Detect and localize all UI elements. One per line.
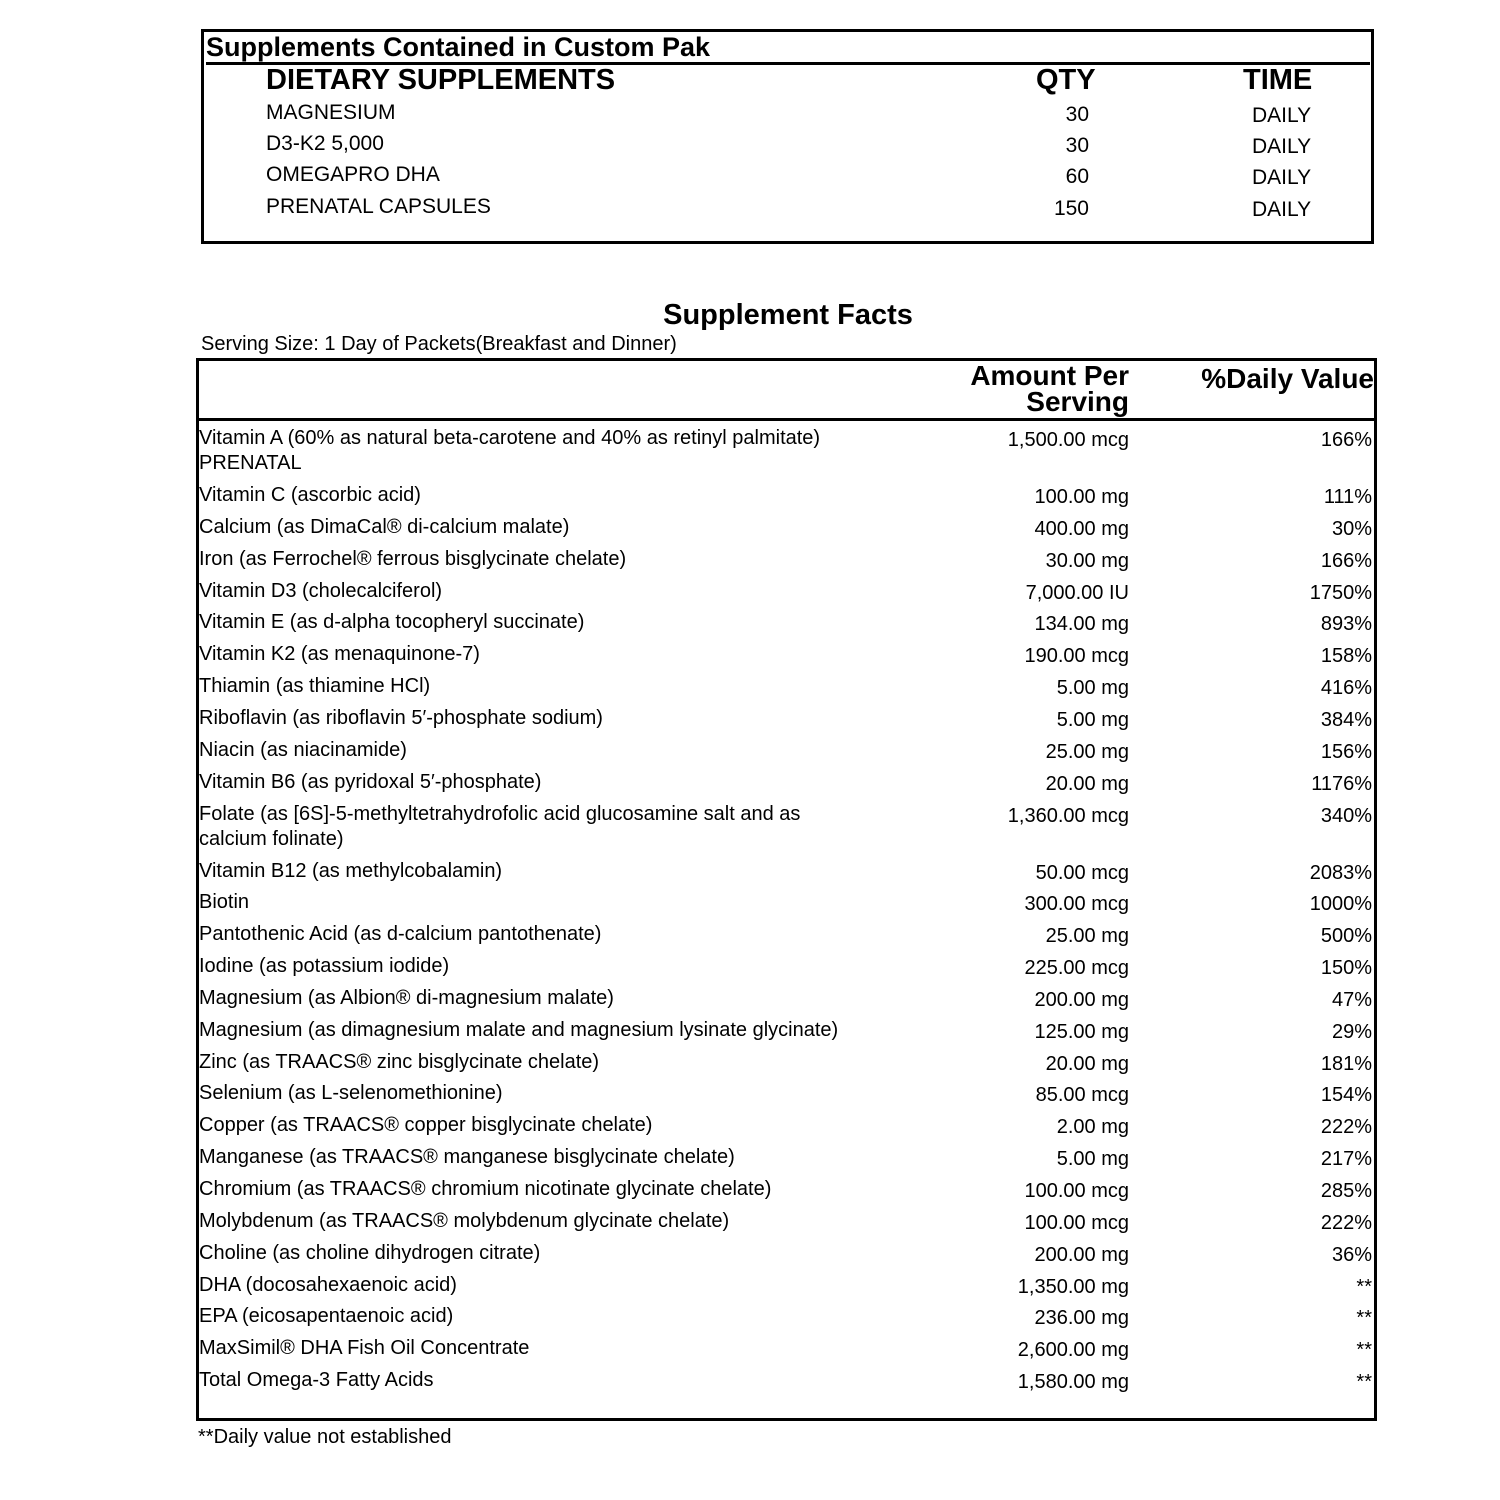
nutrient-amount: 7,000.00 IU — [1025, 581, 1129, 604]
nutrient-amount: 1,500.00 mcg — [1007, 429, 1129, 451]
nutrient-name: Selenium (as L-selenomethionine) — [199, 1082, 503, 1105]
pak-row — [204, 163, 1371, 193]
nutrient-amount: 2.00 mg — [1056, 1116, 1129, 1139]
nutrient-amount: 100.00 mcg — [1024, 1180, 1129, 1202]
nutrient-daily-value: 29% — [1331, 1020, 1372, 1043]
header-amount-per-serving — [970, 360, 1129, 417]
nutrient-name: Vitamin K2 (as menaquinone-7) — [199, 643, 480, 666]
pak-item-name: MAGNESIUM — [266, 101, 396, 124]
nutrient-daily-value: 166% — [1320, 429, 1372, 451]
nutrient-daily-value: 156% — [1320, 740, 1372, 763]
nutrient-amount: 5.00 mg — [1056, 708, 1129, 731]
nutrient-daily-value: 285% — [1320, 1180, 1372, 1202]
nutrient-daily-value: 166% — [1320, 549, 1372, 572]
nutrient-daily-value: 222% — [1320, 1211, 1372, 1234]
nutrient-amount: 236.00 mg — [1034, 1307, 1129, 1330]
nutrient-amount: 25.00 mg — [1045, 740, 1129, 763]
nutrient-name: Chromium (as TRAACS® chromium nicotinate glycinate chelate) — [199, 1178, 772, 1200]
pak-row — [204, 195, 1371, 225]
nutrient-daily-value: 217% — [1320, 1148, 1372, 1171]
nutrient-name: Choline (as choline dihydrogen citrate) — [199, 1241, 541, 1264]
nutrient-daily-value: 416% — [1320, 677, 1372, 700]
serving-size: Serving Size: 1 Day of Packets(Breakfast and Dinner) — [201, 333, 677, 355]
nutrient-daily-value: 1000% — [1309, 893, 1372, 916]
nutrient-amount: 1,580.00 mg — [1017, 1371, 1129, 1394]
facts-table-header — [199, 361, 1374, 421]
supplement-facts-title: Supplement Facts — [663, 299, 913, 331]
nutrient-name: Calcium (as DimaCal® di-calcium malate) — [199, 515, 570, 538]
nutrient-name: Iron (as Ferrochel® ferrous bisglycinate chelate) — [199, 547, 627, 570]
nutrient-amount: 190.00 mcg — [1024, 645, 1129, 668]
pak-row — [204, 132, 1371, 162]
nutrient-amount: 2,600.00 mg — [1017, 1339, 1129, 1362]
pak-item-qty: 30 — [1065, 103, 1089, 126]
nutrient-daily-value: 893% — [1320, 613, 1372, 636]
nutrient-amount: 20.00 mg — [1045, 1052, 1129, 1075]
pak-item-qty: 60 — [1065, 165, 1089, 188]
nutrient-daily-value: 111% — [1323, 486, 1372, 508]
nutrient-daily-value: 340% — [1320, 804, 1372, 827]
nutrient-daily-value: 2083% — [1309, 861, 1372, 884]
custom-pak-box — [201, 29, 1374, 244]
nutrient-daily-value: 158% — [1320, 645, 1372, 668]
nutrient-daily-value: ** — [1356, 1371, 1372, 1394]
nutrient-name: EPA (eicosapentaenoic acid) — [199, 1305, 454, 1328]
nutrient-amount: 1,350.00 mg — [1017, 1275, 1129, 1298]
nutrient-amount: 300.00 mcg — [1024, 893, 1129, 916]
pak-row — [204, 101, 1371, 131]
pak-item-qty: 30 — [1065, 134, 1089, 157]
nutrient-name: Magnesium (as dimagnesium malate and magnesium lysinate glycinate) — [199, 1018, 839, 1041]
nutrient-name: Vitamin C (ascorbic acid) — [199, 484, 421, 506]
nutrient-amount: 30.00 mg — [1045, 549, 1129, 572]
nutrient-amount: 134.00 mg — [1034, 613, 1129, 636]
nutrient-name: Iodine (as potassium iodide) — [199, 955, 450, 978]
nutrient-daily-value: 500% — [1320, 925, 1372, 948]
custom-pak-title: Supplements Contained in Custom Pak — [206, 32, 1370, 65]
pak-item-name: OMEGAPRO DHA — [266, 163, 440, 186]
pak-item-time: DAILY — [1252, 166, 1312, 189]
nutrient-amount: 200.00 mg — [1034, 988, 1129, 1011]
nutrient-name: Biotin — [199, 891, 250, 914]
nutrient-daily-value: 1750% — [1309, 581, 1372, 604]
nutrient-amount: 200.00 mg — [1034, 1243, 1129, 1266]
nutrient-daily-value: 1176% — [1311, 772, 1372, 795]
nutrient-name: Vitamin E (as d-alpha tocopheryl succinate) — [199, 611, 585, 634]
nutrient-daily-value: ** — [1356, 1339, 1372, 1362]
nutrient-daily-value: 384% — [1320, 708, 1372, 731]
header-amount-line1: Amount Per — [970, 360, 1129, 391]
nutrient-name: Pantothenic Acid (as d-calcium pantothenate) — [199, 923, 602, 946]
pak-item-name: PRENATAL CAPSULES — [266, 195, 491, 218]
nutrient-name: Vitamin B12 (as methylcobalamin) — [199, 859, 503, 882]
custom-pak-header — [204, 62, 1371, 98]
nutrient-name: Manganese (as TRAACS® manganese bisglycinate chelate) — [199, 1146, 735, 1169]
nutrient-name: Thiamin (as thiamine HCl) — [199, 675, 431, 698]
nutrient-amount: 20.00 mg — [1045, 772, 1129, 795]
nutrient-name: Molybdenum (as TRAACS® molybdenum glycinate chelate) — [199, 1209, 730, 1232]
nutrient-amount: 125.00 mg — [1034, 1020, 1129, 1043]
nutrient-amount: 25.00 mg — [1045, 925, 1129, 948]
nutrient-amount: 5.00 mg — [1056, 1148, 1129, 1171]
pak-item-time: DAILY — [1252, 198, 1312, 221]
nutrient-daily-value: 222% — [1320, 1116, 1372, 1139]
footnote: **Daily value not established — [198, 1426, 452, 1448]
nutrient-amount: 225.00 mcg — [1024, 957, 1129, 980]
nutrient-amount: 100.00 mcg — [1024, 1211, 1129, 1234]
nutrient-name: MaxSimil® DHA Fish Oil Concentrate — [199, 1337, 530, 1360]
nutrient-name: Vitamin D3 (cholecalciferol) — [199, 579, 443, 602]
nutrient-name: Zinc (as TRAACS® zinc bisglycinate chelate) — [199, 1050, 600, 1073]
nutrient-amount: 1,360.00 mcg — [1007, 804, 1129, 827]
nutrient-daily-value: 154% — [1320, 1084, 1372, 1107]
nutrient-name: Magnesium (as Albion® di-magnesium malate) — [199, 986, 614, 1009]
header-time: TIME — [1243, 64, 1313, 96]
nutrient-amount: 5.00 mg — [1056, 677, 1129, 700]
nutrient-daily-value: 30% — [1331, 517, 1372, 540]
nutrient-daily-value: 47% — [1331, 988, 1372, 1011]
header-dietary-supplements: DIETARY SUPPLEMENTS — [266, 64, 616, 96]
nutrient-name: Niacin (as niacinamide) — [199, 738, 407, 761]
nutrient-amount: 400.00 mg — [1034, 517, 1129, 540]
pak-item-name: D3-K2 5,000 — [266, 132, 384, 155]
nutrient-amount: 100.00 mg — [1034, 486, 1129, 508]
header-daily-value: %Daily Value — [1201, 363, 1374, 394]
supplement-facts-table — [196, 358, 1377, 1421]
pak-item-qty: 150 — [1053, 197, 1089, 220]
nutrient-amount: 50.00 mcg — [1035, 861, 1129, 884]
nutrient-name: Riboflavin (as riboflavin 5′-phosphate sodium) — [199, 706, 603, 729]
nutrient-name: Folate (as [6S]-5-methyltetrahydrofolic acid glucosamine salt and as calcium folinate) — [199, 802, 801, 850]
nutrient-daily-value: 36% — [1331, 1243, 1372, 1266]
header-qty: QTY — [1036, 64, 1096, 96]
nutrient-name: Vitamin A (60% as natural beta-carotene and 40% as retinyl palmitate) PRENATAL — [199, 427, 821, 474]
nutrient-daily-value: 181% — [1320, 1052, 1372, 1075]
nutrient-daily-value: ** — [1356, 1275, 1372, 1298]
pak-item-time: DAILY — [1252, 104, 1312, 127]
nutrient-amount: 85.00 mcg — [1035, 1084, 1129, 1107]
pak-item-time: DAILY — [1252, 135, 1312, 158]
nutrient-name: DHA (docosahexaenoic acid) — [199, 1273, 457, 1296]
nutrient-name: Vitamin B6 (as pyridoxal 5′-phosphate) — [199, 770, 542, 793]
nutrient-daily-value: ** — [1356, 1307, 1372, 1330]
nutrient-daily-value: 150% — [1320, 957, 1372, 980]
nutrient-name: Copper (as TRAACS® copper bisglycinate chelate) — [199, 1114, 653, 1137]
header-amount-line2: Serving — [1026, 386, 1129, 417]
nutrient-name: Total Omega-3 Fatty Acids — [199, 1369, 434, 1392]
